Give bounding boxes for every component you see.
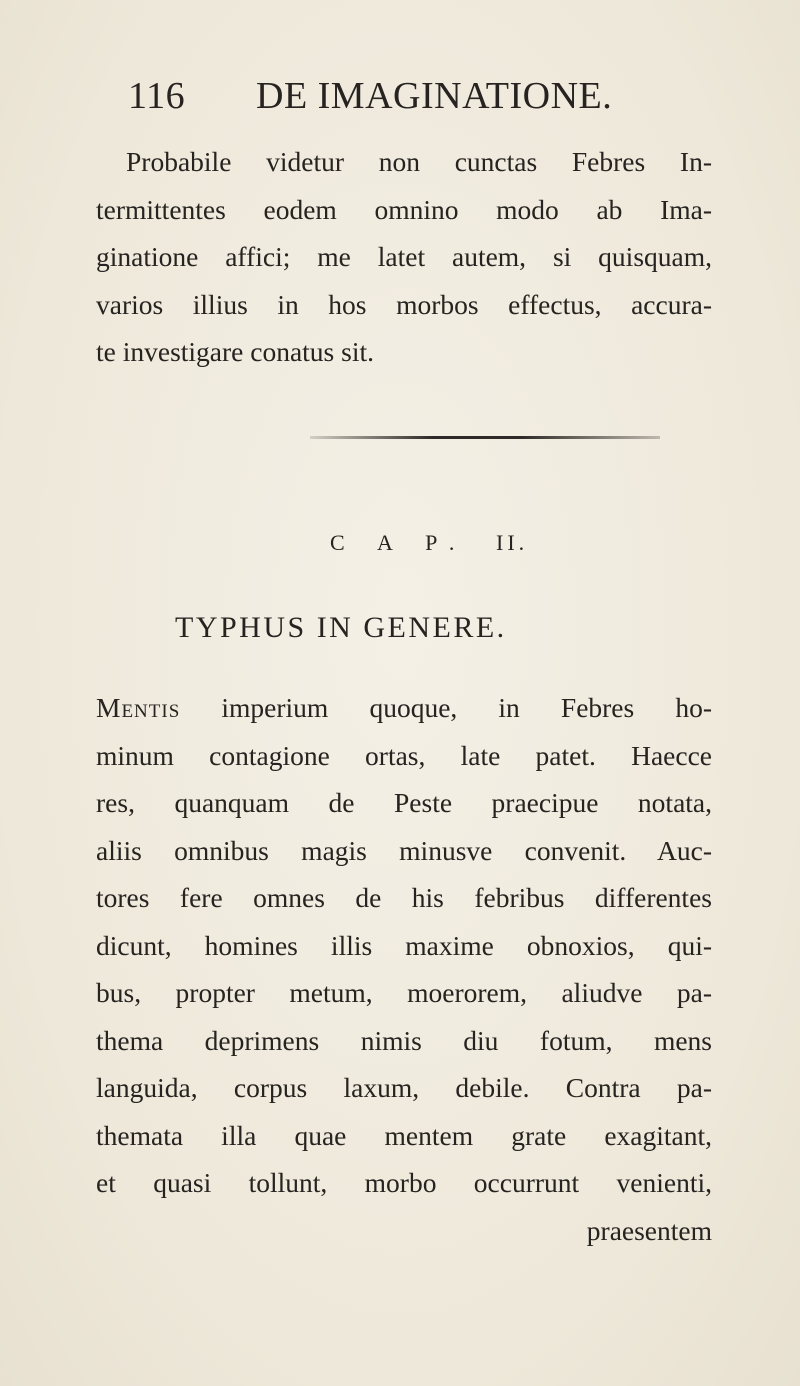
running-title: DE IMAGINATIONE. — [256, 75, 613, 117]
catchword: praesentem — [586, 1214, 712, 1246]
text-line: Probabile videtur non cunctas Febres In- — [126, 146, 712, 177]
chapter-label — [330, 530, 530, 558]
text-line: et quasi tollunt, morbo occurrunt venienti, — [96, 1167, 712, 1198]
text-line: te investigare conatus sit. — [96, 336, 374, 367]
text-line: res, quanquam de Peste praecipue notata, — [96, 787, 712, 818]
page-number: 116 — [128, 75, 186, 117]
paragraph-1 — [96, 138, 712, 376]
text-line: languida, corpus laxum, debile. Contra pa- — [96, 1072, 712, 1103]
text-line: bus, propter metum, moerorem, aliudve pa- — [96, 977, 712, 1008]
text-line-first — [96, 684, 712, 732]
running-head — [128, 74, 688, 124]
first-line-rest: imperium quoque, in Febres ho- — [180, 692, 712, 723]
section-heading: TYPHUS IN GENERE. — [175, 611, 507, 644]
chapter-number: II. — [496, 530, 529, 555]
text-line: tores fere omnes de his febribus differentes — [96, 882, 712, 913]
text-line: termittentes eodem omnino modo ab Ima- — [96, 193, 712, 225]
text-line: ginatione affici; me latet autem, si quisquam, — [96, 241, 712, 272]
paragraph-2 — [96, 684, 712, 1254]
chapter-word: C A P. — [330, 530, 469, 555]
text-line: thema deprimens nimis diu fotum, mens — [96, 1024, 712, 1056]
text-line: minum contagione ortas, late patet. Haecce — [96, 739, 712, 771]
text-line: dicunt, homines illis maxime obnoxios, qui- — [96, 929, 712, 961]
section-divider-rule — [310, 436, 660, 439]
initial-word: Mentis — [96, 692, 181, 723]
text-line: themata illa quae mentem grate exagitant, — [96, 1119, 712, 1151]
text-line: varios illius in hos morbos effectus, accura- — [96, 288, 712, 320]
text-line: aliis omnibus magis minusve convenit. Auc- — [96, 834, 712, 866]
